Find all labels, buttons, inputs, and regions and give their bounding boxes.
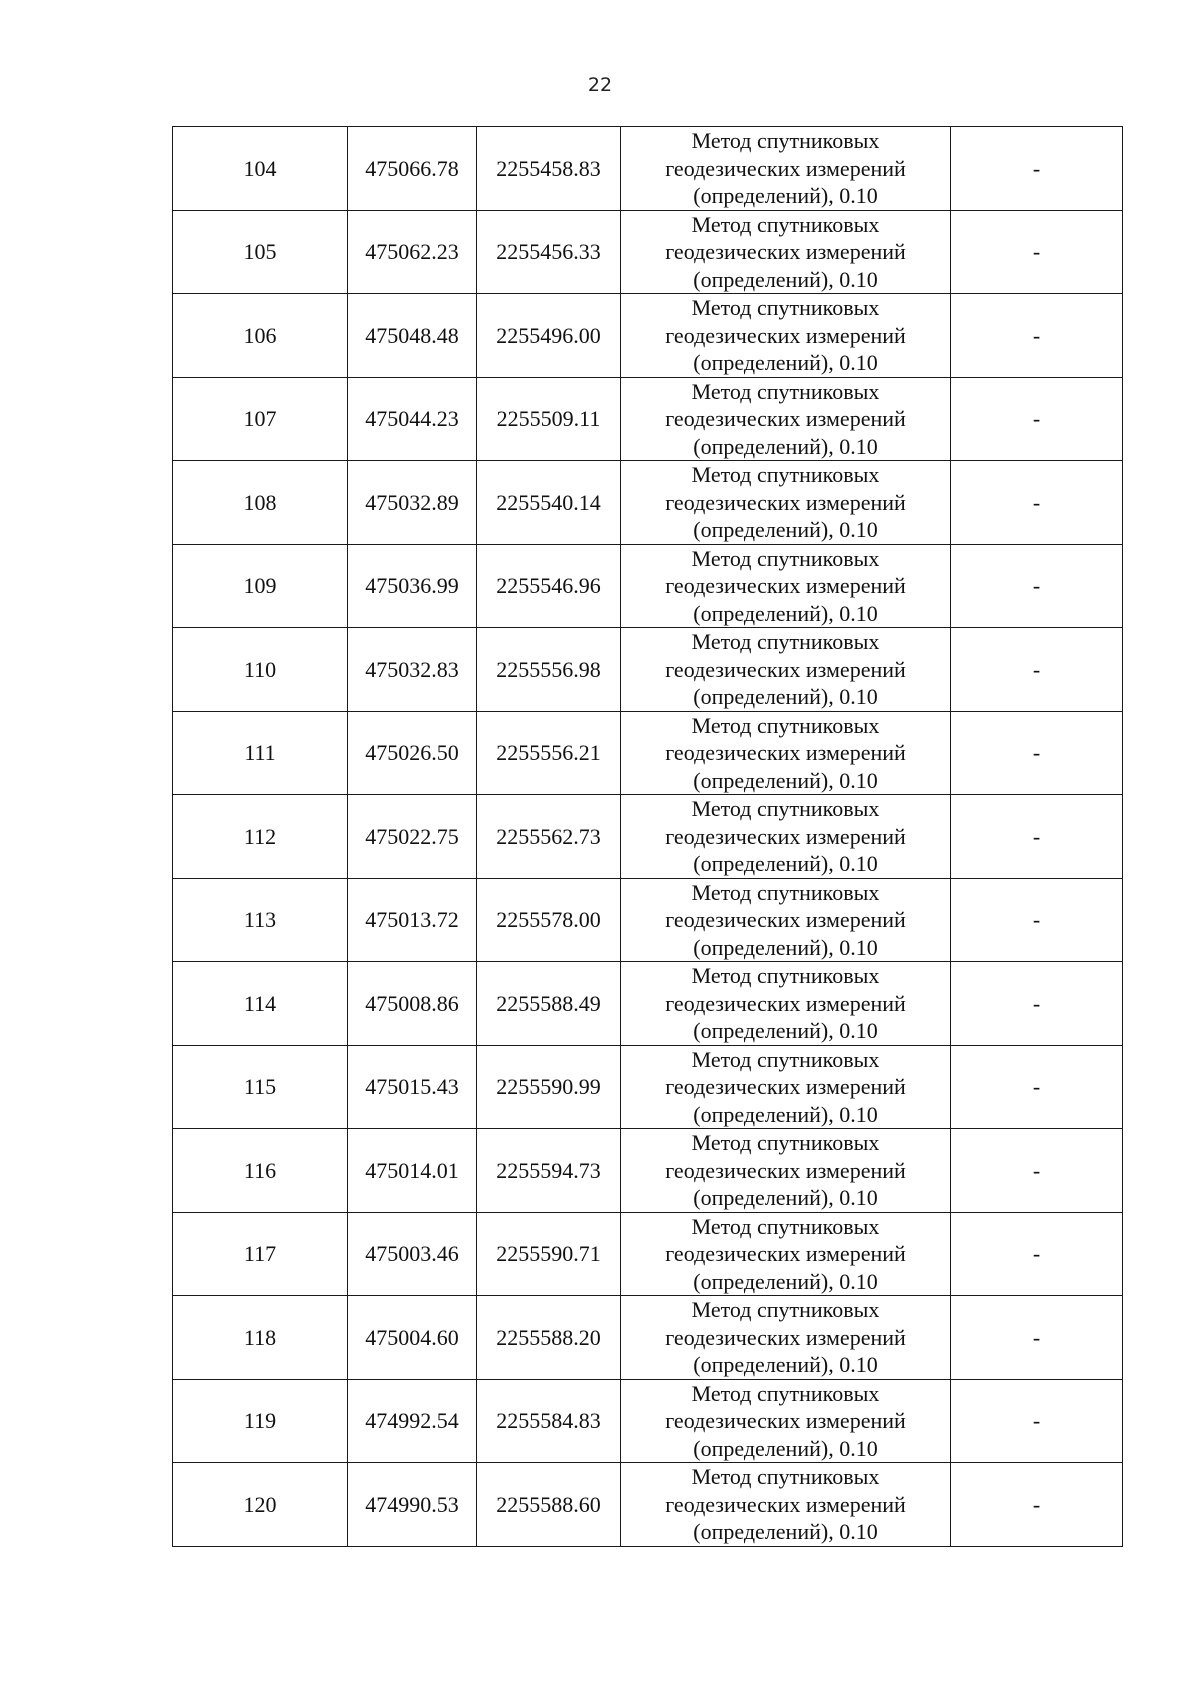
table-row (173, 878, 1123, 962)
point-number-cell: 118 (173, 1296, 348, 1380)
y-coordinate-cell: 2255556.98 (477, 628, 621, 712)
point-number-cell: 109 (173, 544, 348, 628)
coordinates-table (172, 126, 1123, 1547)
x-coordinate-cell: 475003.46 (348, 1212, 477, 1296)
y-coordinate-cell: 2255588.60 (477, 1463, 621, 1547)
x-coordinate-cell: 475004.60 (348, 1296, 477, 1380)
method-line: Метод спутниковых (691, 712, 880, 738)
description-cell: - (951, 628, 1123, 712)
table-row (173, 544, 1123, 628)
description-cell: - (951, 1212, 1123, 1296)
table-row (173, 1379, 1123, 1463)
table-row (173, 1296, 1123, 1380)
method-cell (621, 377, 951, 461)
method-line: (определений), 0.10 (693, 350, 878, 375)
method-line: геодезических измерений (665, 1074, 906, 1099)
page-number: 22 (587, 74, 613, 96)
x-coordinate-cell: 475008.86 (348, 962, 477, 1046)
description-cell: - (951, 1379, 1123, 1463)
method-line: геодезических измерений (665, 823, 906, 849)
method-line: (определений), 0.10 (693, 851, 878, 876)
method-line: Метод спутниковых (691, 629, 880, 654)
y-coordinate-cell: 2255562.73 (477, 795, 621, 879)
method-cell (621, 544, 951, 628)
table-row (173, 1129, 1123, 1213)
x-coordinate-cell: 475022.75 (348, 795, 477, 879)
y-coordinate-cell: 2255584.83 (477, 1379, 621, 1463)
x-coordinate-cell: 475036.99 (348, 544, 477, 628)
method-line: (определений), 0.10 (693, 183, 878, 208)
x-coordinate-cell: 475048.48 (348, 294, 477, 378)
method-cell (621, 962, 951, 1046)
method-line: геодезических измерений (665, 322, 906, 348)
coordinates-table-body (173, 127, 1123, 1547)
method-line: (определений), 0.10 (693, 1101, 878, 1127)
method-line: Метод спутниковых (691, 211, 880, 237)
table-row (173, 377, 1123, 461)
method-cell (621, 628, 951, 712)
method-line: Метод спутниковых (691, 1464, 880, 1489)
method-line: Метод спутниковых (691, 462, 880, 487)
method-line: геодезических измерений (665, 155, 906, 181)
method-line: Метод спутниковых (691, 796, 880, 821)
y-coordinate-cell: 2255546.96 (477, 544, 621, 628)
method-line: геодезических измерений (665, 489, 906, 515)
point-number-cell: 119 (173, 1379, 348, 1463)
description-cell: - (951, 1129, 1123, 1213)
method-line: (определений), 0.10 (693, 684, 878, 709)
method-line: Метод спутниковых (691, 1380, 880, 1406)
description-cell: - (951, 795, 1123, 879)
method-line: (определений), 0.10 (693, 1185, 878, 1210)
method-line: геодезических измерений (665, 656, 906, 682)
method-line: (определений), 0.10 (693, 433, 878, 459)
table-row (173, 1212, 1123, 1296)
method-line: Метод спутниковых (691, 879, 880, 905)
x-coordinate-cell: 474992.54 (348, 1379, 477, 1463)
point-number-cell: 105 (173, 210, 348, 294)
description-cell: - (951, 127, 1123, 211)
description-cell: - (951, 962, 1123, 1046)
method-line: Метод спутниковых (691, 128, 880, 153)
method-line: (определений), 0.10 (693, 1352, 878, 1377)
method-line: Метод спутниковых (691, 1213, 880, 1239)
x-coordinate-cell: 475032.83 (348, 628, 477, 712)
method-line: Метод спутниковых (691, 545, 880, 571)
method-line: (определений), 0.10 (693, 767, 878, 793)
y-coordinate-cell: 2255456.33 (477, 210, 621, 294)
method-line: Метод спутниковых (691, 295, 880, 320)
method-cell (621, 711, 951, 795)
method-line: (определений), 0.10 (693, 266, 878, 292)
x-coordinate-cell: 475044.23 (348, 377, 477, 461)
point-number-cell: 108 (173, 461, 348, 545)
method-cell (621, 210, 951, 294)
method-cell (621, 461, 951, 545)
table-row (173, 1463, 1123, 1547)
description-cell: - (951, 461, 1123, 545)
y-coordinate-cell: 2255540.14 (477, 461, 621, 545)
method-line: геодезических измерений (665, 406, 906, 431)
method-cell (621, 1463, 951, 1547)
method-cell (621, 127, 951, 211)
method-line: геодезических измерений (665, 1241, 906, 1266)
y-coordinate-cell: 2255556.21 (477, 711, 621, 795)
method-line: Метод спутниковых (691, 378, 880, 404)
method-cell (621, 294, 951, 378)
description-cell: - (951, 294, 1123, 378)
x-coordinate-cell: 474990.53 (348, 1463, 477, 1547)
x-coordinate-cell: 475014.01 (348, 1129, 477, 1213)
method-line: геодезических измерений (665, 740, 906, 765)
point-number-cell: 120 (173, 1463, 348, 1547)
y-coordinate-cell: 2255588.49 (477, 962, 621, 1046)
point-number-cell: 104 (173, 127, 348, 211)
table-row (173, 711, 1123, 795)
method-cell (621, 1296, 951, 1380)
method-line: геодезических измерений (665, 573, 906, 598)
point-number-cell: 113 (173, 878, 348, 962)
method-line: (определений), 0.10 (693, 1519, 878, 1544)
method-cell (621, 1212, 951, 1296)
description-cell: - (951, 544, 1123, 628)
x-coordinate-cell: 475066.78 (348, 127, 477, 211)
description-cell: - (951, 1463, 1123, 1547)
description-cell: - (951, 210, 1123, 294)
x-coordinate-cell: 475026.50 (348, 711, 477, 795)
point-number-cell: 116 (173, 1129, 348, 1213)
method-line: геодезических измерений (665, 1408, 906, 1433)
point-number-cell: 115 (173, 1045, 348, 1129)
description-cell: - (951, 711, 1123, 795)
x-coordinate-cell: 475015.43 (348, 1045, 477, 1129)
table-row (173, 210, 1123, 294)
x-coordinate-cell: 475062.23 (348, 210, 477, 294)
method-line: (определений), 0.10 (693, 1268, 878, 1294)
method-line: геодезических измерений (665, 1324, 906, 1350)
point-number-cell: 114 (173, 962, 348, 1046)
method-line: геодезических измерений (665, 990, 906, 1016)
y-coordinate-cell: 2255509.11 (477, 377, 621, 461)
y-coordinate-cell: 2255496.00 (477, 294, 621, 378)
table-row (173, 795, 1123, 879)
point-number-cell: 112 (173, 795, 348, 879)
method-cell (621, 1129, 951, 1213)
method-line: геодезических измерений (665, 907, 906, 932)
description-cell: - (951, 1045, 1123, 1129)
description-cell: - (951, 377, 1123, 461)
method-cell (621, 878, 951, 962)
table-row (173, 294, 1123, 378)
method-line: Метод спутниковых (691, 1130, 880, 1155)
point-number-cell: 117 (173, 1212, 348, 1296)
method-line: (определений), 0.10 (693, 934, 878, 960)
y-coordinate-cell: 2255590.99 (477, 1045, 621, 1129)
table-row (173, 461, 1123, 545)
description-cell: - (951, 878, 1123, 962)
method-line: геодезических измерений (665, 1491, 906, 1517)
method-line: (определений), 0.10 (693, 600, 878, 626)
y-coordinate-cell: 2255590.71 (477, 1212, 621, 1296)
method-line: геодезических измерений (665, 239, 906, 264)
method-line: Метод спутниковых (691, 1046, 880, 1072)
y-coordinate-cell: 2255578.00 (477, 878, 621, 962)
method-line: Метод спутниковых (691, 963, 880, 988)
method-line: (определений), 0.10 (693, 1018, 878, 1043)
method-line: (определений), 0.10 (693, 517, 878, 542)
point-number-cell: 111 (173, 711, 348, 795)
table-row (173, 628, 1123, 712)
method-cell (621, 795, 951, 879)
y-coordinate-cell: 2255594.73 (477, 1129, 621, 1213)
table-row (173, 1045, 1123, 1129)
y-coordinate-cell: 2255588.20 (477, 1296, 621, 1380)
method-line: геодезических измерений (665, 1157, 906, 1183)
point-number-cell: 110 (173, 628, 348, 712)
method-cell (621, 1379, 951, 1463)
method-line: (определений), 0.10 (693, 1435, 878, 1461)
x-coordinate-cell: 475013.72 (348, 878, 477, 962)
description-cell: - (951, 1296, 1123, 1380)
method-line: Метод спутниковых (691, 1297, 880, 1322)
point-number-cell: 107 (173, 377, 348, 461)
table-row (173, 962, 1123, 1046)
method-cell (621, 1045, 951, 1129)
x-coordinate-cell: 475032.89 (348, 461, 477, 545)
y-coordinate-cell: 2255458.83 (477, 127, 621, 211)
table-row (173, 127, 1123, 211)
point-number-cell: 106 (173, 294, 348, 378)
